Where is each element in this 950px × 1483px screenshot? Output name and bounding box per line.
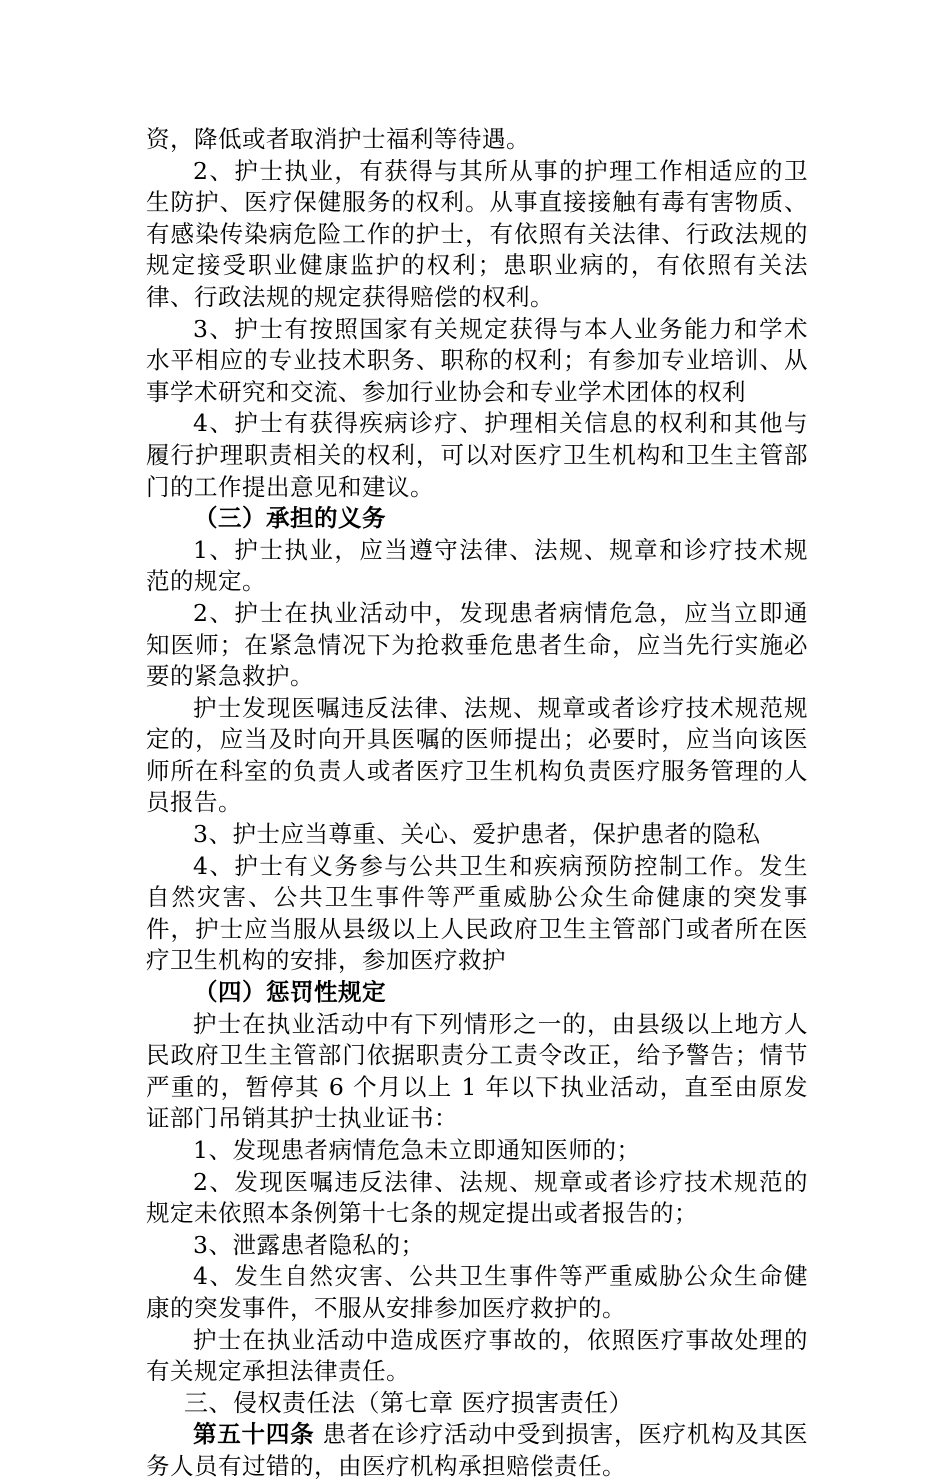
paragraph-penalty-3: 3、泄露患者隐私的； xyxy=(193,1230,425,1259)
paragraph-continuation: 资，降低或者取消护士福利等待遇。 xyxy=(146,125,530,153)
paragraph-penalty-2: 2、发现医嘱违反法律、法规、规章或者诊疗技术规范的规定未依照本条例第十七条的规定提出或者报告的； xyxy=(146,1167,808,1228)
article-54-text: 患者在诊疗活动中受到损害，医疗机构及其医务人员有过错的，由医疗机构承担赔偿责任。 xyxy=(146,1420,808,1480)
paragraph-duty-3: 3、护士应当尊重、关心、爱护患者，保护患者的隐私 xyxy=(193,820,761,849)
paragraph-duty-2: 2、护士在执业活动中，发现患者病情危急，应当立即通知医师；在紧急情况下为抢救垂危患者生命，应当先行实施必要的紧急救护。 xyxy=(146,598,808,691)
paragraph-penalty-4: 4、发生自然灾害、公共卫生事件等严重威胁公众生命健康的突发事件，不服从安排参加医疗救护的。 xyxy=(146,1262,808,1322)
paragraph-duty-4: 4、护士有义务参与公共卫生和疾病预防控制工作。发生自然灾害、公共卫生事件等严重威胁公众生命健康的突发事件，护士应当服从县级以上人民政府卫生主管部门或者所在医疗卫生机构的安排，参加医疗救护 xyxy=(146,851,808,975)
paragraph-penalty-1: 1、发现患者病情危急未立即通知医师的； xyxy=(193,1136,641,1164)
document-page xyxy=(146,124,808,1483)
paragraph-duty-1: 1、护士执业，应当遵守法律、法规、规章和诊疗技术规范的规定。 xyxy=(146,535,808,596)
section-heading-duties: （三）承担的义务 xyxy=(194,504,386,533)
section-heading-penalty: （四）惩罚性规定 xyxy=(194,978,386,1007)
paragraph-right-3: 3、护士有按照国家有关规定获得与本人业务能力和学术水平相应的专业技术职务、职称的权利；有参加专业培训、从事学术研究和交流、参加行业协会和专业学术团体的权利 xyxy=(146,314,808,406)
article-54-label: 第五十四条 xyxy=(193,1420,315,1449)
paragraph-duty-2b: 护士发现医嘱违反法律、法规、规章或者诊疗技术规范规定的，应当及时向开具医嘱的医师提出；必要时，应当向该医师所在科室的负责人或者医疗卫生机构负责医疗服务管理的人员报告。 xyxy=(146,693,808,817)
paragraph-penalty-intro: 护士在执业活动中有下列情形之一的，由县级以上地方人民政府卫生主管部门依据职责分工责令改正，给予警告；情节严重的，暂停其 6 个月以上 1 年以下执业活动，直至由原发证部门吊销其护士执业证书： xyxy=(146,1009,808,1133)
paragraph-right-2: 2、护士执业，有获得与其所从事的护理工作相适应的卫生防护、医疗保健服务的权利。从事直接接触有毒有害物质、有感染传染病危险工作的护士，有依照有关法律、行政法规的规定接受职业健康监护的权利；患职业病的，有依照有关法律、行政法规的规定获得赔偿的权利。 xyxy=(146,156,808,311)
paragraph-right-4: 4、护士有获得疾病诊疗、护理相关信息的权利和其他与履行护理职责相关的权利，可以对医疗卫生机构和卫生主管部门的工作提出意见和建议。 xyxy=(146,409,808,501)
paragraph-article-54 xyxy=(146,1419,808,1482)
paragraph-penalty-liability: 护士在执业活动中造成医疗事故的，依照医疗事故处理的有关规定承担法律责任。 xyxy=(146,1325,808,1386)
section-heading-tort-law: 三、侵权责任法（第七章 医疗损害责任） xyxy=(184,1388,634,1417)
